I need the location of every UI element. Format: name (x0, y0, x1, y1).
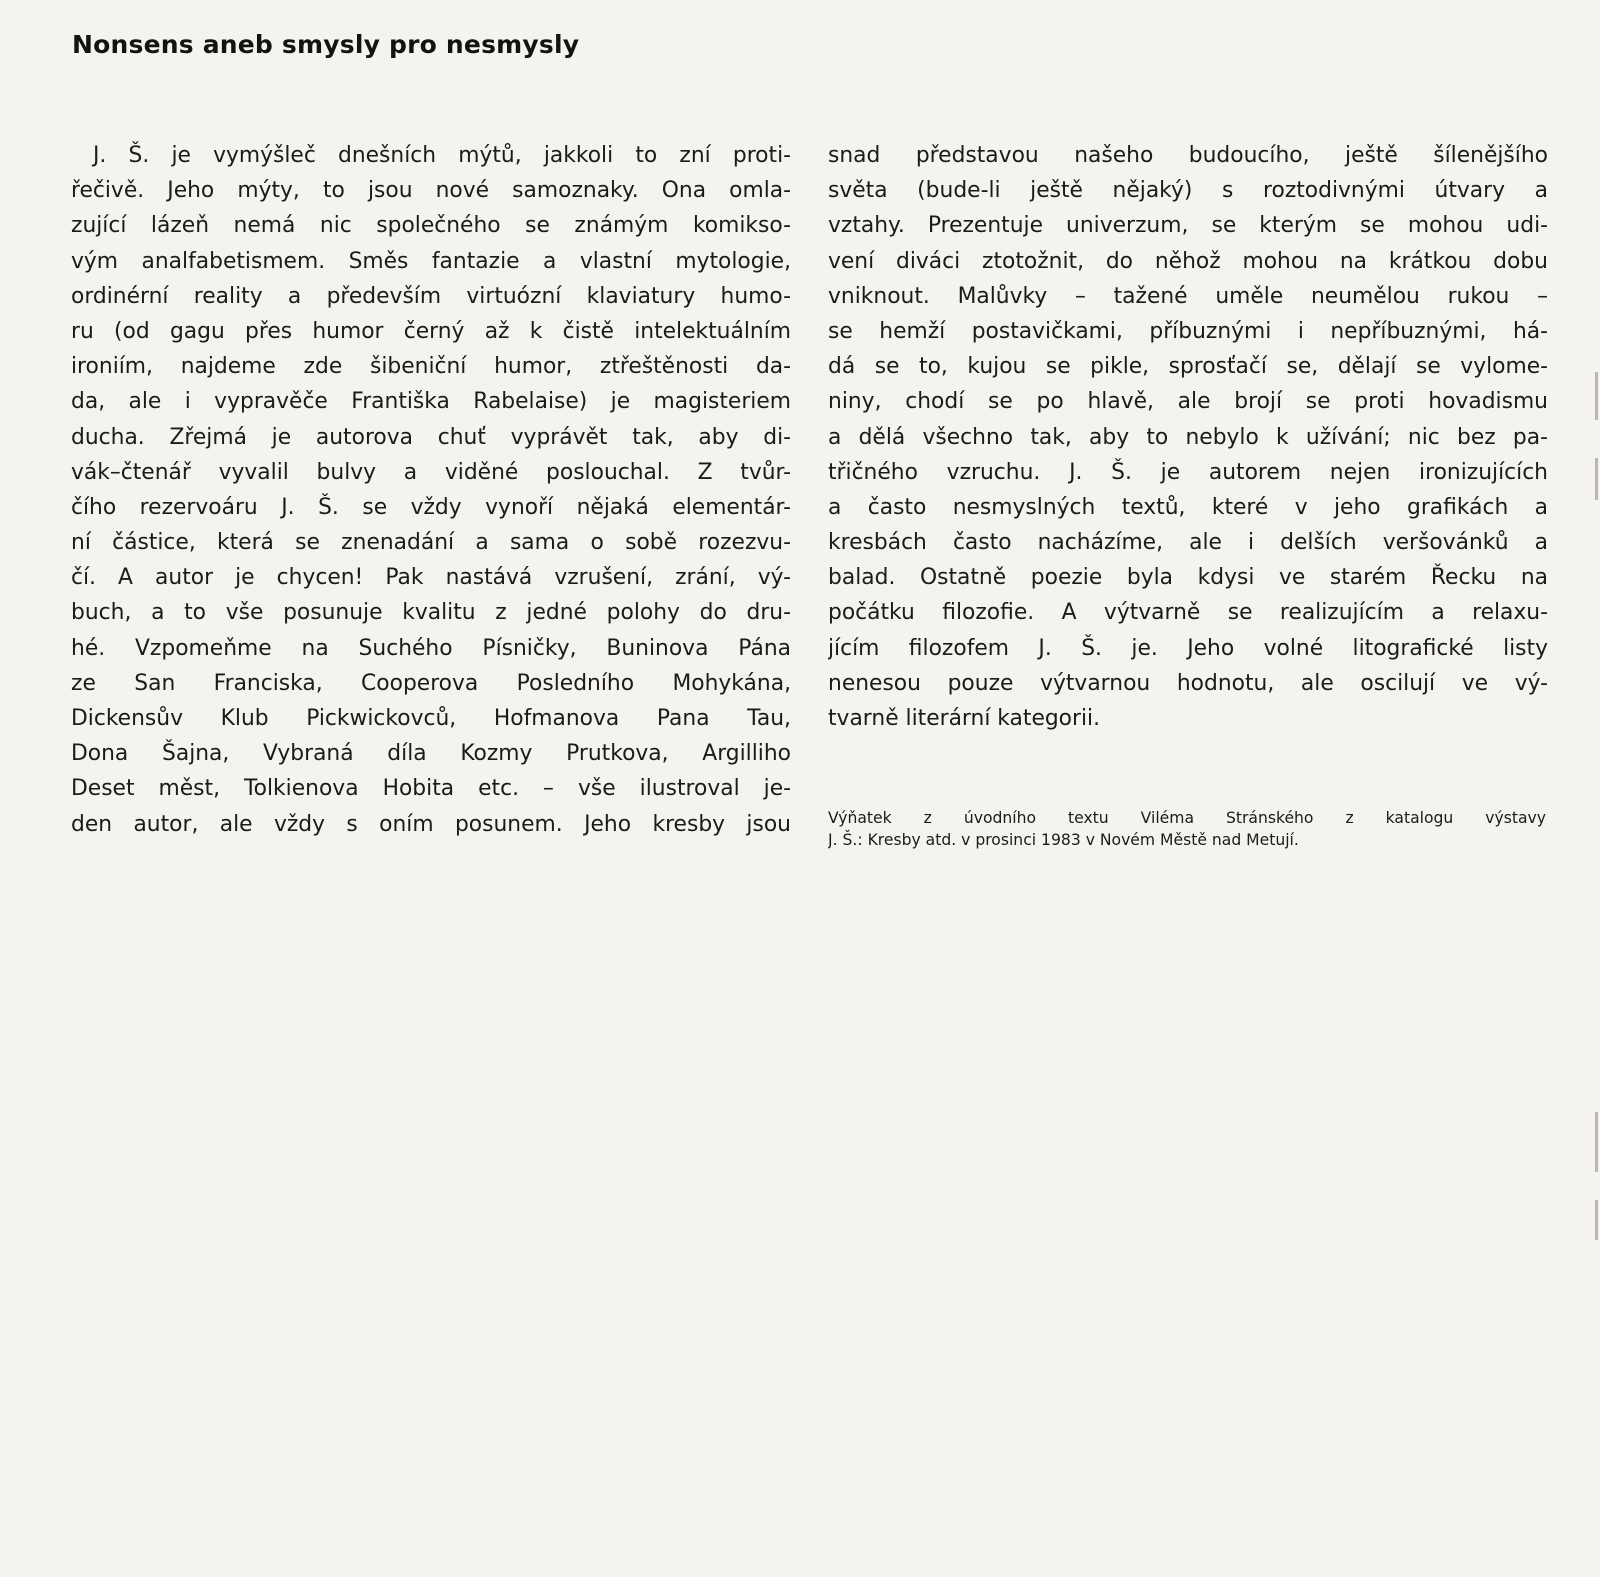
text-line: jícím filozofem J. Š. je. Jeho volné litografické listy (828, 635, 1548, 661)
text-line: kresbách často nacházíme, ale i delších veršovánků a (828, 530, 1548, 556)
text-line: ze San Franciska, Cooperova Posledního Mohykána, (71, 670, 791, 696)
text-line: snad představou našeho budoucího, ještě šílenějšího (828, 143, 1548, 168)
page-edge-mark (1595, 372, 1598, 420)
text-line: balad. Ostatně poezie byla kdysi ve starém Řecku na (828, 565, 1548, 591)
caption-line: Výňatek z úvodního textu Viléma Stránského z katalogu výstavy (828, 809, 1546, 827)
text-line: řečivě. Jeho mýty, to jsou nové samoznaky. Ona omla- (71, 178, 791, 204)
text-line: ru (od gagu přes humor černý až k čistě intelektuálním (71, 318, 791, 344)
text-line: vení diváci ztotožnit, do něhož mohou na krátkou dobu (828, 248, 1548, 274)
text-line: zující lázeň nemá nic společného se známým komikso- (71, 213, 791, 239)
left-text-column (71, 138, 791, 842)
caption-line: J. Š.: Kresby atd. v prosinci 1983 v Novém Městě nad Metují. (828, 831, 1299, 849)
text-line: vztahy. Prezentuje univerzum, se kterým se mohou udi- (828, 213, 1548, 239)
text-line: třičného vzruchu. J. Š. je autorem nejen ironizujících (828, 459, 1548, 485)
text-line: ní částice, která se znenadání a sama o sobě rozezvu- (71, 530, 791, 556)
text-line: a často nesmyslných textů, které v jeho grafikách a (828, 494, 1548, 520)
source-caption (828, 807, 1546, 851)
page-edge-mark (1595, 1112, 1598, 1172)
text-line: buch, a to vše posunuje kvalitu z jedné polohy do dru- (71, 600, 791, 626)
text-line: niny, chodí se po hlavě, ale brojí se proti hovadismu (828, 389, 1548, 415)
text-line: ordinérní reality a především virtuózní klaviatury humo- (71, 283, 791, 309)
text-line: vniknout. Malůvky – tažené uměle neumělou rukou – (828, 283, 1548, 309)
text-line: a dělá všechno tak, aby to nebylo k užívání; nic bez pa- (828, 424, 1548, 450)
text-line: nenesou pouze výtvarnou hodnotu, ale oscilují ve vý- (828, 670, 1548, 696)
text-line: čí. A autor je chycen! Pak nastává vzrušení, zrání, vý- (71, 565, 791, 591)
text-line: J. Š. je vymýšleč dnešních mýtů, jakkoli to zní proti- (93, 143, 791, 168)
text-line: vým analfabetismem. Směs fantazie a vlastní mytologie, (71, 248, 791, 274)
text-line: dá se to, kujou se pikle, sprosťačí se, dělají se vylome- (828, 354, 1548, 380)
text-line: da, ale i vypravěče Františka Rabelaise) je magisteriem (71, 389, 791, 415)
text-line: ducha. Zřejmá je autorova chuť vyprávět tak, aby di- (71, 424, 791, 450)
text-line: tvarně literární kategorii. (828, 706, 1101, 731)
text-line: se hemží postavičkami, příbuznými i nepříbuznými, há- (828, 318, 1548, 344)
right-text-column (828, 138, 1548, 736)
text-line: den autor, ale vždy s oním posunem. Jeho kresby jsou (71, 811, 791, 837)
text-line: Deset měst, Tolkienova Hobita etc. – vše ilustroval je- (71, 776, 791, 802)
page-edge-mark (1595, 1200, 1598, 1240)
text-line: vák–čtenář vyvalil bulvy a viděné poslouchal. Z tvůr- (71, 459, 791, 485)
text-line: čího rezervoáru J. Š. se vždy vynoří nějaká elementár- (71, 494, 791, 520)
page-edge-mark (1595, 458, 1598, 500)
text-line: světa (bude-li ještě nějaký) s roztodivnými útvary a (828, 178, 1548, 204)
page-title: Nonsens aneb smysly pro nesmysly (72, 30, 580, 59)
text-line: Dickensův Klub Pickwickovců, Hofmanova Pana Tau, (71, 706, 791, 731)
text-line: hé. Vzpomeňme na Suchého Písničky, Buninova Pána (71, 635, 791, 661)
text-line: Dona Šajna, Vybraná díla Kozmy Prutkova, Argilliho (71, 741, 791, 767)
text-line: ironiím, najdeme zde šibeniční humor, ztřeštěnosti da- (71, 354, 791, 380)
text-line: počátku filozofie. A výtvarně se realizujícím a relaxu- (828, 600, 1548, 626)
